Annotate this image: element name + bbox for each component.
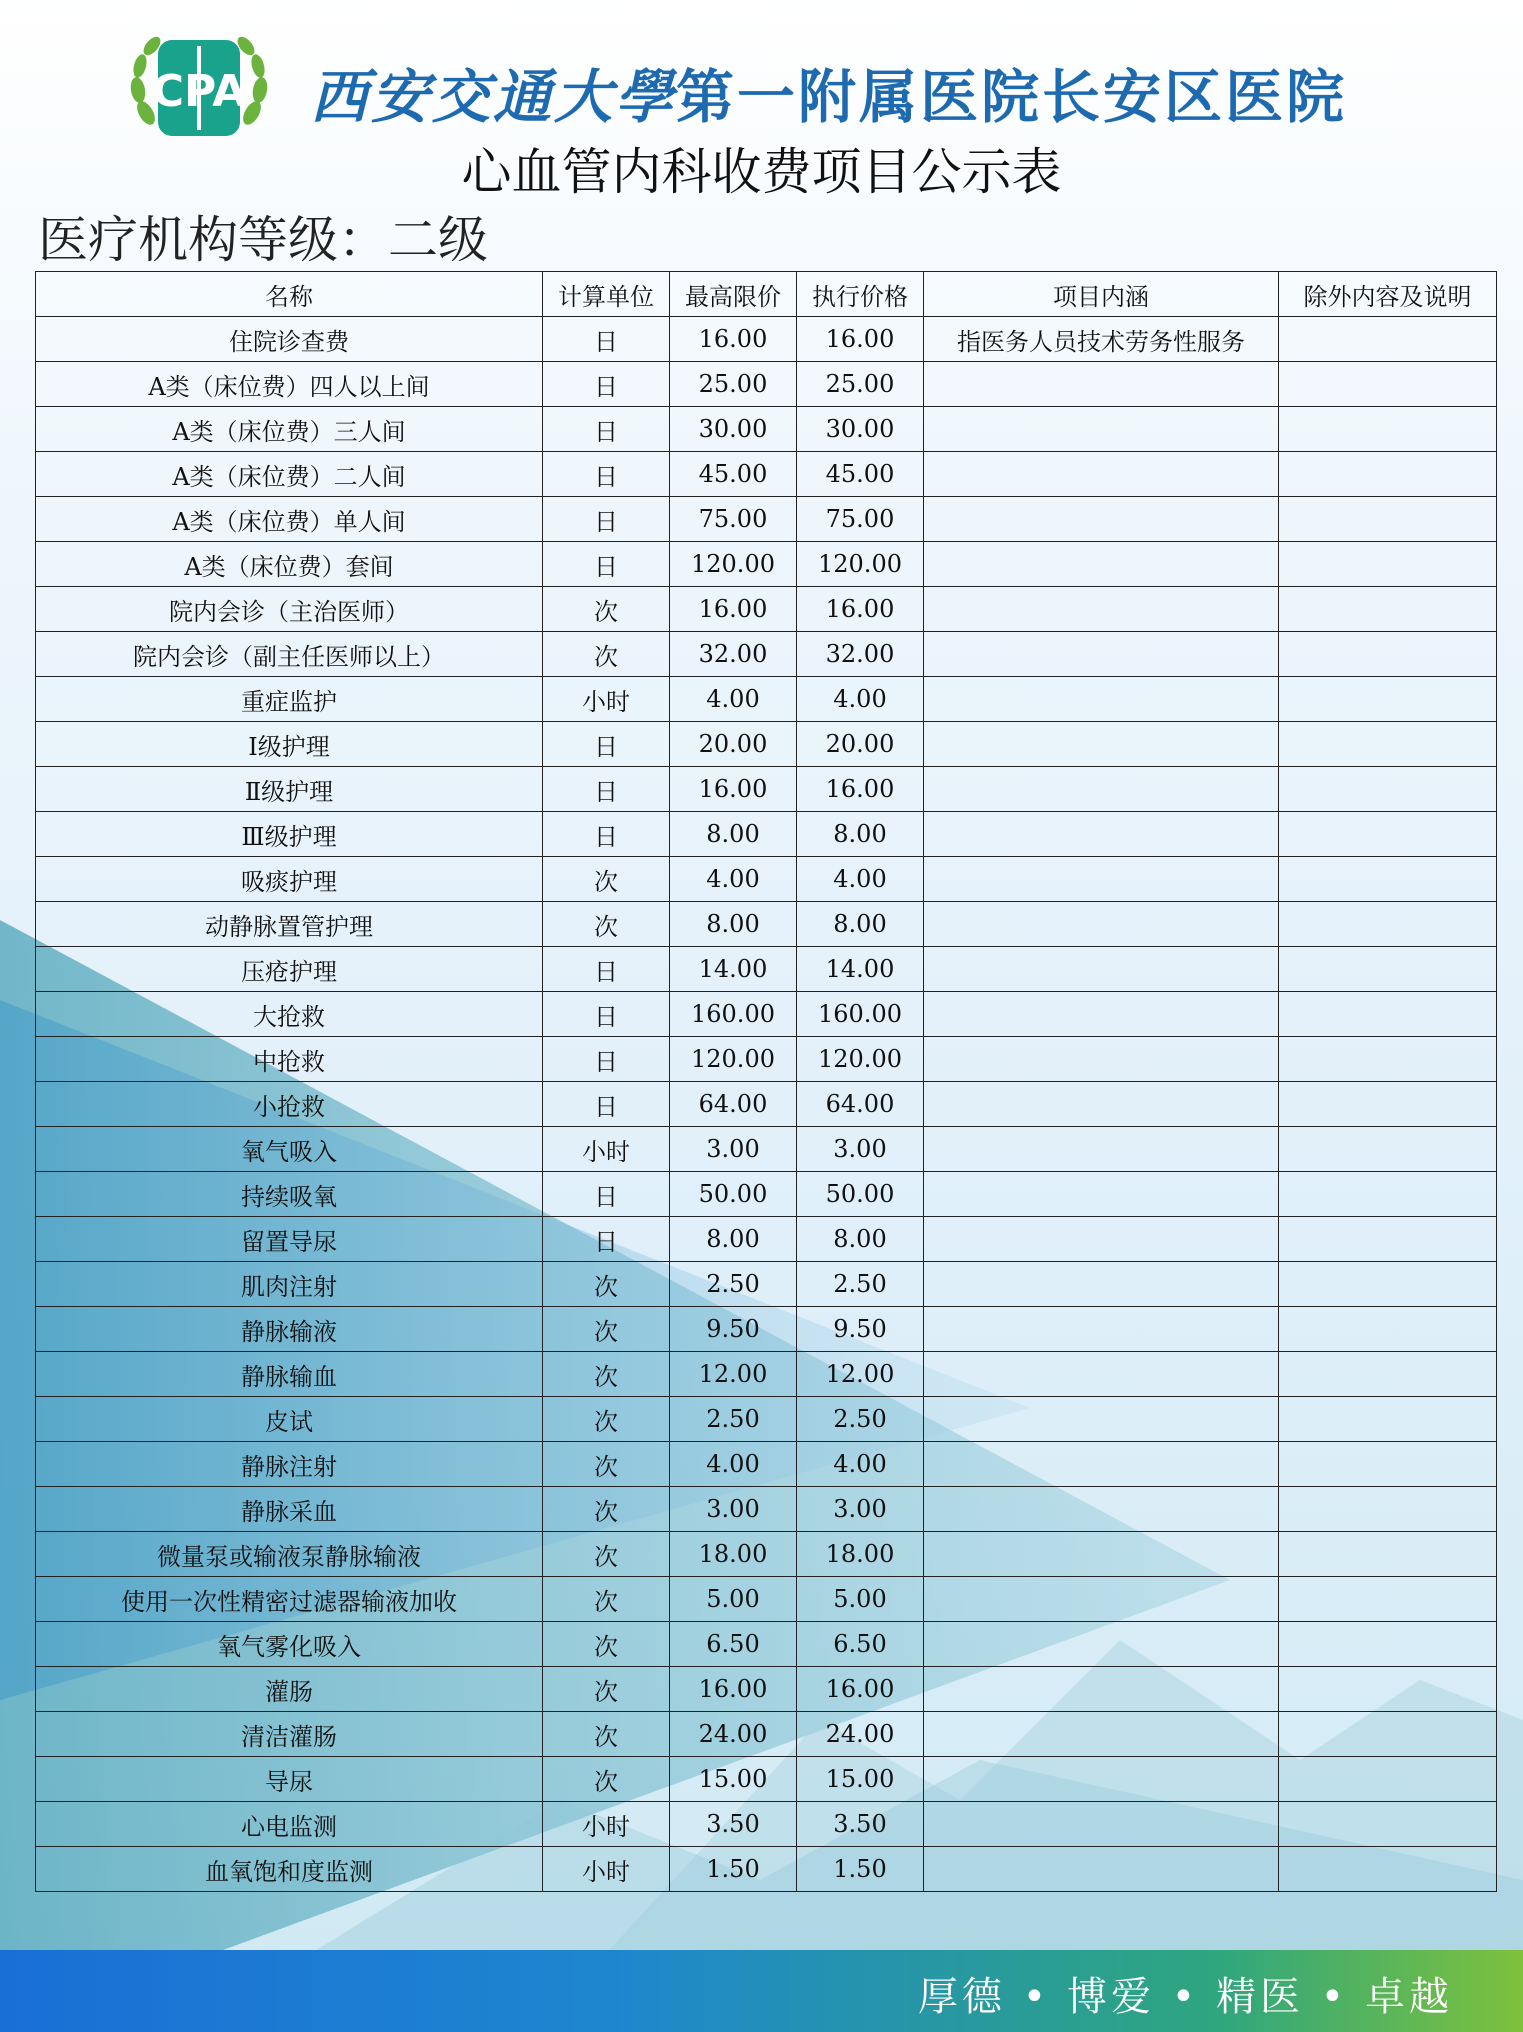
cell-name: 院内会诊（副主任医师以上） <box>36 632 543 677</box>
cell-max-price: 16.00 <box>670 587 797 632</box>
header-exclusions: 除外内容及说明 <box>1279 272 1497 317</box>
cell-unit: 日 <box>543 767 670 812</box>
table-row <box>36 1757 1497 1802</box>
cell-content <box>924 452 1279 497</box>
cell-name: Ⅲ级护理 <box>36 812 543 857</box>
cell-name: 大抢救 <box>36 992 543 1037</box>
header-name: 名称 <box>36 272 543 317</box>
table-row <box>36 1442 1497 1487</box>
table-row <box>36 1712 1497 1757</box>
cell-max-price: 15.00 <box>670 1757 797 1802</box>
hospital-name <box>310 50 1347 134</box>
cell-name: 压疮护理 <box>36 947 543 992</box>
cell-content <box>924 1622 1279 1667</box>
cell-content <box>924 902 1279 947</box>
cell-max-price: 64.00 <box>670 1082 797 1127</box>
cell-exec-price: 2.50 <box>797 1262 924 1307</box>
cell-max-price: 4.00 <box>670 677 797 722</box>
cell-name: 中抢救 <box>36 1037 543 1082</box>
cell-max-price: 24.00 <box>670 1712 797 1757</box>
cell-exclusions <box>1279 1352 1497 1397</box>
cell-unit: 次 <box>543 1667 670 1712</box>
cell-exclusions <box>1279 407 1497 452</box>
cell-max-price: 30.00 <box>670 407 797 452</box>
cell-unit: 次 <box>543 1712 670 1757</box>
header-max-price: 最高限价 <box>670 272 797 317</box>
cell-exec-price: 75.00 <box>797 497 924 542</box>
cell-name: 留置导尿 <box>36 1217 543 1262</box>
cell-exclusions <box>1279 722 1497 767</box>
header <box>0 0 1523 270</box>
table-row <box>36 542 1497 587</box>
cell-max-price: 3.00 <box>670 1487 797 1532</box>
cell-exclusions <box>1279 1532 1497 1577</box>
cell-max-price: 8.00 <box>670 812 797 857</box>
cell-exclusions <box>1279 1487 1497 1532</box>
cell-unit: 日 <box>543 1037 670 1082</box>
cell-exec-price: 32.00 <box>797 632 924 677</box>
cell-content <box>924 1397 1279 1442</box>
cell-exec-price: 3.00 <box>797 1127 924 1172</box>
cell-max-price: 16.00 <box>670 317 797 362</box>
cell-content <box>924 812 1279 857</box>
cell-max-price: 2.50 <box>670 1262 797 1307</box>
cell-name: 静脉注射 <box>36 1442 543 1487</box>
table-row <box>36 1307 1497 1352</box>
cell-exec-price: 50.00 <box>797 1172 924 1217</box>
cell-exec-price: 3.00 <box>797 1487 924 1532</box>
cell-unit: 次 <box>543 1307 670 1352</box>
table-row <box>36 317 1497 362</box>
cell-exec-price: 120.00 <box>797 1037 924 1082</box>
cell-exec-price: 16.00 <box>797 767 924 812</box>
cell-exclusions <box>1279 1712 1497 1757</box>
cell-exclusions <box>1279 1757 1497 1802</box>
table-row <box>36 857 1497 902</box>
cell-unit: 日 <box>543 407 670 452</box>
cell-exec-price: 5.00 <box>797 1577 924 1622</box>
table-row <box>36 722 1497 767</box>
cell-max-price: 3.00 <box>670 1127 797 1172</box>
cell-content <box>924 1577 1279 1622</box>
cell-unit: 次 <box>543 1397 670 1442</box>
cell-content <box>924 947 1279 992</box>
cell-exclusions <box>1279 1172 1497 1217</box>
footer-banner <box>0 1950 1523 2032</box>
cell-content <box>924 587 1279 632</box>
cell-max-price: 120.00 <box>670 542 797 587</box>
table-row <box>36 1622 1497 1667</box>
cell-exclusions <box>1279 1442 1497 1487</box>
cell-unit: 日 <box>543 317 670 362</box>
table-row <box>36 587 1497 632</box>
cell-unit: 小时 <box>543 1802 670 1847</box>
table-row <box>36 992 1497 1037</box>
cell-exec-price: 15.00 <box>797 1757 924 1802</box>
cell-exclusions <box>1279 1217 1497 1262</box>
cell-exec-price: 30.00 <box>797 407 924 452</box>
cell-name: 皮试 <box>36 1397 543 1442</box>
cell-content <box>924 1802 1279 1847</box>
header-unit: 计算单位 <box>543 272 670 317</box>
cell-exclusions <box>1279 632 1497 677</box>
table-row <box>36 812 1497 857</box>
cell-name: A类（床位费）单人间 <box>36 497 543 542</box>
table-row <box>36 677 1497 722</box>
cell-unit: 日 <box>543 722 670 767</box>
cell-exec-price: 2.50 <box>797 1397 924 1442</box>
table-row <box>36 1352 1497 1397</box>
cell-exec-price: 20.00 <box>797 722 924 767</box>
cell-name: 清洁灌肠 <box>36 1712 543 1757</box>
cell-unit: 次 <box>543 1442 670 1487</box>
cell-max-price: 75.00 <box>670 497 797 542</box>
cell-exec-price: 16.00 <box>797 587 924 632</box>
cell-exec-price: 14.00 <box>797 947 924 992</box>
cell-content <box>924 1217 1279 1262</box>
cell-exec-price: 4.00 <box>797 857 924 902</box>
cell-max-price: 12.00 <box>670 1352 797 1397</box>
cell-exec-price: 8.00 <box>797 902 924 947</box>
cell-exclusions <box>1279 542 1497 587</box>
table-row <box>36 1262 1497 1307</box>
cell-max-price: 16.00 <box>670 767 797 812</box>
cell-name: A类（床位费）四人以上间 <box>36 362 543 407</box>
cell-name: A类（床位费）二人间 <box>36 452 543 497</box>
cell-exclusions <box>1279 1082 1497 1127</box>
cell-exec-price: 9.50 <box>797 1307 924 1352</box>
cell-exclusions <box>1279 1127 1497 1172</box>
cell-content <box>924 1847 1279 1892</box>
table-row <box>36 1082 1497 1127</box>
cell-content <box>924 1127 1279 1172</box>
cell-exclusions <box>1279 992 1497 1037</box>
cell-max-price: 9.50 <box>670 1307 797 1352</box>
cell-name: 血氧饱和度监测 <box>36 1847 543 1892</box>
cell-content <box>924 362 1279 407</box>
cell-content <box>924 1487 1279 1532</box>
cell-exclusions <box>1279 857 1497 902</box>
cell-exec-price: 12.00 <box>797 1352 924 1397</box>
cell-max-price: 3.50 <box>670 1802 797 1847</box>
cell-name: 静脉采血 <box>36 1487 543 1532</box>
cell-name: 心电监测 <box>36 1802 543 1847</box>
cell-exec-price: 1.50 <box>797 1847 924 1892</box>
university-name: 西安交通大學 <box>310 63 677 131</box>
cell-exclusions <box>1279 317 1497 362</box>
cell-exclusions <box>1279 767 1497 812</box>
cell-unit: 次 <box>543 1577 670 1622</box>
footer-slogan: 厚德 • 博爱 • 精医 • 卓越 <box>917 1974 1453 2020</box>
fee-table-body <box>36 317 1497 1892</box>
cell-exclusions <box>1279 1037 1497 1082</box>
cell-content <box>924 1442 1279 1487</box>
table-row <box>36 1397 1497 1442</box>
cell-max-price: 8.00 <box>670 902 797 947</box>
cell-content <box>924 677 1279 722</box>
table-row <box>36 1532 1497 1577</box>
cell-content <box>924 1037 1279 1082</box>
cell-max-price: 6.50 <box>670 1622 797 1667</box>
table-row <box>36 362 1497 407</box>
cell-unit: 次 <box>543 857 670 902</box>
cell-unit: 日 <box>543 362 670 407</box>
cell-unit: 日 <box>543 1217 670 1262</box>
cell-exec-price: 8.00 <box>797 1217 924 1262</box>
institution-level: 医疗机构等级：二级 <box>38 211 488 269</box>
header-exec-price: 执行价格 <box>797 272 924 317</box>
cell-exclusions <box>1279 497 1497 542</box>
cell-unit: 日 <box>543 992 670 1037</box>
cell-name: Ⅱ级护理 <box>36 767 543 812</box>
cell-exclusions <box>1279 677 1497 722</box>
cell-max-price: 8.00 <box>670 1217 797 1262</box>
cell-unit: 日 <box>543 947 670 992</box>
cell-exec-price: 160.00 <box>797 992 924 1037</box>
fee-table <box>35 271 1497 1892</box>
cell-exec-price: 120.00 <box>797 542 924 587</box>
cell-max-price: 1.50 <box>670 1847 797 1892</box>
cell-exclusions <box>1279 902 1497 947</box>
table-row <box>36 1037 1497 1082</box>
cell-content <box>924 1712 1279 1757</box>
table-row <box>36 1667 1497 1712</box>
cell-exclusions <box>1279 1577 1497 1622</box>
table-header-row <box>36 272 1497 317</box>
cell-content <box>924 497 1279 542</box>
cell-name: 氧气吸入 <box>36 1127 543 1172</box>
cell-unit: 次 <box>543 1487 670 1532</box>
cell-content <box>924 407 1279 452</box>
cell-content <box>924 767 1279 812</box>
cell-name: 吸痰护理 <box>36 857 543 902</box>
cell-max-price: 4.00 <box>670 1442 797 1487</box>
cell-exclusions <box>1279 1397 1497 1442</box>
cell-exec-price: 8.00 <box>797 812 924 857</box>
table-row <box>36 767 1497 812</box>
logo-text: CPA <box>151 66 247 117</box>
cell-exclusions <box>1279 1667 1497 1712</box>
table-row <box>36 947 1497 992</box>
cell-max-price: 5.00 <box>670 1577 797 1622</box>
cell-name: A类（床位费）三人间 <box>36 407 543 452</box>
cell-name: 灌肠 <box>36 1667 543 1712</box>
cell-content <box>924 722 1279 767</box>
cell-name: A类（床位费）套间 <box>36 542 543 587</box>
cell-unit: 日 <box>543 497 670 542</box>
cell-name: 氧气雾化吸入 <box>36 1622 543 1667</box>
cell-max-price: 20.00 <box>670 722 797 767</box>
table-row <box>36 1127 1497 1172</box>
cell-name: 静脉输血 <box>36 1352 543 1397</box>
cell-max-price: 18.00 <box>670 1532 797 1577</box>
page-title: 心血管内科收费项目公示表 <box>461 143 1062 201</box>
cell-content <box>924 1172 1279 1217</box>
cell-unit: 日 <box>543 1082 670 1127</box>
cell-unit: 次 <box>543 902 670 947</box>
cell-exclusions <box>1279 947 1497 992</box>
table-row <box>36 1577 1497 1622</box>
cell-content <box>924 1262 1279 1307</box>
cell-content <box>924 1667 1279 1712</box>
cell-unit: 日 <box>543 542 670 587</box>
table-row <box>36 1172 1497 1217</box>
cell-exec-price: 4.00 <box>797 1442 924 1487</box>
cell-exclusions <box>1279 1622 1497 1667</box>
cell-max-price: 2.50 <box>670 1397 797 1442</box>
cell-exec-price: 6.50 <box>797 1622 924 1667</box>
cell-exec-price: 25.00 <box>797 362 924 407</box>
cell-max-price: 120.00 <box>670 1037 797 1082</box>
cell-unit: 次 <box>543 587 670 632</box>
cell-max-price: 45.00 <box>670 452 797 497</box>
cell-exclusions <box>1279 1802 1497 1847</box>
cell-content <box>924 992 1279 1037</box>
cell-content <box>924 632 1279 677</box>
cell-exec-price: 64.00 <box>797 1082 924 1127</box>
cell-max-price: 160.00 <box>670 992 797 1037</box>
cell-content <box>924 1532 1279 1577</box>
table-row <box>36 902 1497 947</box>
cell-unit: 次 <box>543 1622 670 1667</box>
cell-content <box>924 857 1279 902</box>
table-row <box>36 452 1497 497</box>
header-content: 项目内涵 <box>924 272 1279 317</box>
cell-unit: 小时 <box>543 677 670 722</box>
cell-name: 重症监护 <box>36 677 543 722</box>
cell-name: 静脉输液 <box>36 1307 543 1352</box>
cell-exclusions <box>1279 1307 1497 1352</box>
cell-name: 小抢救 <box>36 1082 543 1127</box>
cell-content: 指医务人员技术劳务性服务 <box>924 317 1279 362</box>
cell-content <box>924 1757 1279 1802</box>
cell-name: 动静脉置管护理 <box>36 902 543 947</box>
cell-name: 微量泵或输液泵静脉输液 <box>36 1532 543 1577</box>
cell-content <box>924 1352 1279 1397</box>
cell-unit: 日 <box>543 452 670 497</box>
cell-exclusions <box>1279 587 1497 632</box>
table-row <box>36 407 1497 452</box>
cell-exclusions <box>1279 452 1497 497</box>
cell-exec-price: 16.00 <box>797 1667 924 1712</box>
cell-unit: 日 <box>543 812 670 857</box>
cell-exec-price: 16.00 <box>797 317 924 362</box>
table-row <box>36 1802 1497 1847</box>
cell-name: 导尿 <box>36 1757 543 1802</box>
cell-exec-price: 45.00 <box>797 452 924 497</box>
table-row <box>36 1487 1497 1532</box>
cell-unit: 次 <box>543 1352 670 1397</box>
cell-exclusions <box>1279 362 1497 407</box>
cell-content <box>924 1307 1279 1352</box>
cell-name: Ⅰ级护理 <box>36 722 543 767</box>
table-row <box>36 1217 1497 1262</box>
cell-unit: 次 <box>543 1262 670 1307</box>
cell-exec-price: 18.00 <box>797 1532 924 1577</box>
table-row <box>36 497 1497 542</box>
cell-exclusions <box>1279 812 1497 857</box>
cell-name: 院内会诊（主治医师） <box>36 587 543 632</box>
cell-name: 肌肉注射 <box>36 1262 543 1307</box>
cell-max-price: 16.00 <box>670 1667 797 1712</box>
cell-unit: 小时 <box>543 1127 670 1172</box>
cell-name: 住院诊查费 <box>36 317 543 362</box>
cell-max-price: 4.00 <box>670 857 797 902</box>
cell-content <box>924 542 1279 587</box>
cell-exec-price: 3.50 <box>797 1802 924 1847</box>
cell-name: 持续吸氧 <box>36 1172 543 1217</box>
table-row <box>36 632 1497 677</box>
cell-unit: 次 <box>543 1757 670 1802</box>
cell-exclusions <box>1279 1847 1497 1892</box>
cell-name: 使用一次性精密过滤器输液加收 <box>36 1577 543 1622</box>
cell-max-price: 50.00 <box>670 1172 797 1217</box>
cell-content <box>924 1082 1279 1127</box>
cell-max-price: 25.00 <box>670 362 797 407</box>
cell-unit: 日 <box>543 1172 670 1217</box>
cell-unit: 次 <box>543 632 670 677</box>
cell-unit: 次 <box>543 1532 670 1577</box>
cell-exec-price: 4.00 <box>797 677 924 722</box>
hospital-branch-name: 第一附属医院长安区医院 <box>676 63 1348 131</box>
cell-exclusions <box>1279 1262 1497 1307</box>
cell-exec-price: 24.00 <box>797 1712 924 1757</box>
table-row <box>36 1847 1497 1892</box>
cell-unit: 小时 <box>543 1847 670 1892</box>
cell-max-price: 32.00 <box>670 632 797 677</box>
cell-max-price: 14.00 <box>670 947 797 992</box>
